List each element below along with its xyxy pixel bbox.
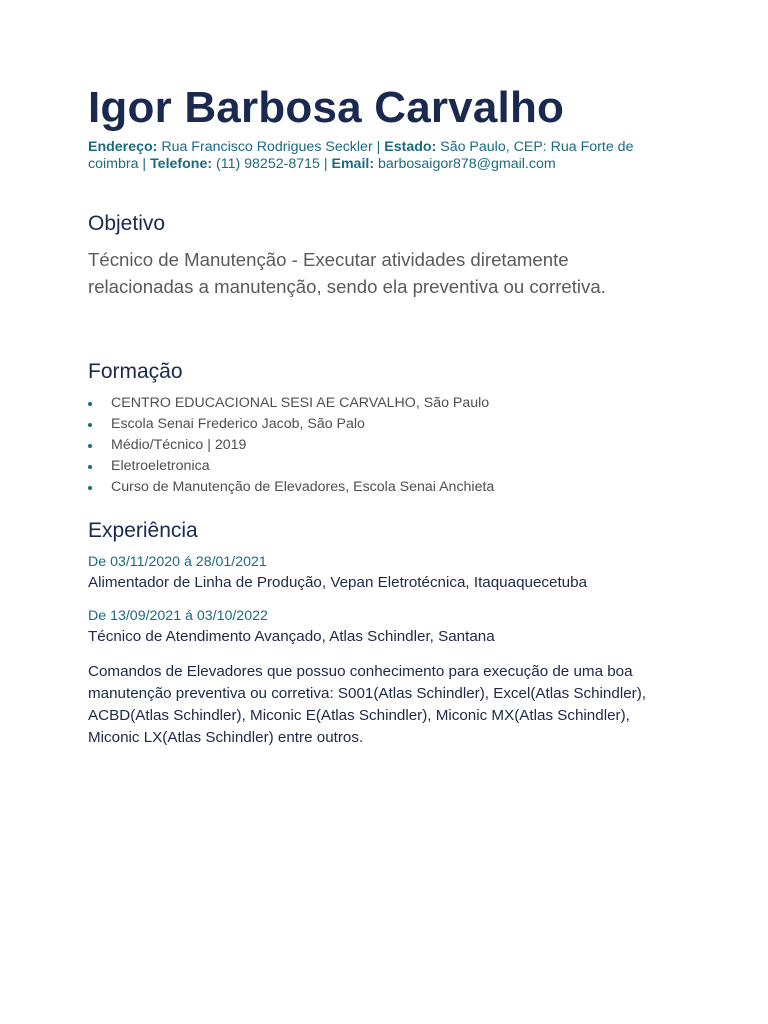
job-role: Alimentador de Linha de Produção, Vepan Eletrotécnica, Itaquaquecetuba <box>88 574 588 591</box>
list-item-text: CENTRO EDUCACIONAL SESI AE CARVALHO, São Paulo <box>111 395 490 411</box>
job-dates: De 03/11/2020 á 28/01/2021 <box>88 554 267 570</box>
education-heading: Formação <box>88 360 183 383</box>
list-item <box>88 456 668 477</box>
email-label: Email: <box>331 156 375 172</box>
address-label: Endereço: <box>88 139 158 155</box>
list-item <box>88 435 668 456</box>
list-item-text: Curso de Manutenção de Elevadores, Escola Senai Anchieta <box>111 479 495 495</box>
contact-info <box>88 139 648 173</box>
list-item <box>88 477 668 498</box>
bullet-icon <box>88 423 92 427</box>
candidate-name: Igor Barbosa Carvalho <box>88 83 565 132</box>
separator: | <box>142 156 147 172</box>
separator: | <box>376 139 381 155</box>
state-value: São Paulo, CEP: Rua Forte de coimbra <box>88 139 634 172</box>
bullet-icon <box>88 486 92 490</box>
phone-label: Telefone: <box>150 156 213 172</box>
list-item <box>88 393 668 414</box>
phone-value: (11) 98252-8715 <box>216 156 320 172</box>
separator: | <box>323 156 328 172</box>
job-role: Técnico de Atendimento Avançado, Atlas Schindler, Santana <box>88 628 495 645</box>
bullet-icon <box>88 444 92 448</box>
education-list <box>88 393 668 498</box>
bullet-icon <box>88 402 92 406</box>
list-item <box>88 414 668 435</box>
list-item-text: Escola Senai Frederico Jacob, São Palo <box>111 416 365 432</box>
address-value: Rua Francisco Rodrigues Seckler <box>161 139 373 155</box>
elevator-commands-text: Comandos de Elevadores que possuo conhecimento para execução de uma boa manutenção preventiva ou corretiva: S001(Atlas Schindler), Excel(Atlas Schindler), ACBD(Atlas Schindler), Miconic E(Atlas Schindler), Miconic MX(Atlas Schindler), Miconic LX(Atlas Schindler) entre outros. <box>88 663 646 746</box>
experience-heading: Experiência <box>88 519 198 542</box>
job-dates: De 13/09/2021 á 03/10/2022 <box>88 608 268 624</box>
objective-text: Técnico de Manutenção - Executar atividades diretamente relacionadas a manutenção, sendo ela preventiva ou corretiva. <box>88 249 606 297</box>
objective-heading: Objetivo <box>88 212 166 235</box>
list-item-text: Eletroeletronica <box>111 458 210 474</box>
email-value[interactable]: barbosaigor878@gmail.com <box>378 156 556 172</box>
list-item-text: Médio/Técnico | 2019 <box>111 437 247 453</box>
state-label: Estado: <box>384 139 437 155</box>
bullet-icon <box>88 465 92 469</box>
